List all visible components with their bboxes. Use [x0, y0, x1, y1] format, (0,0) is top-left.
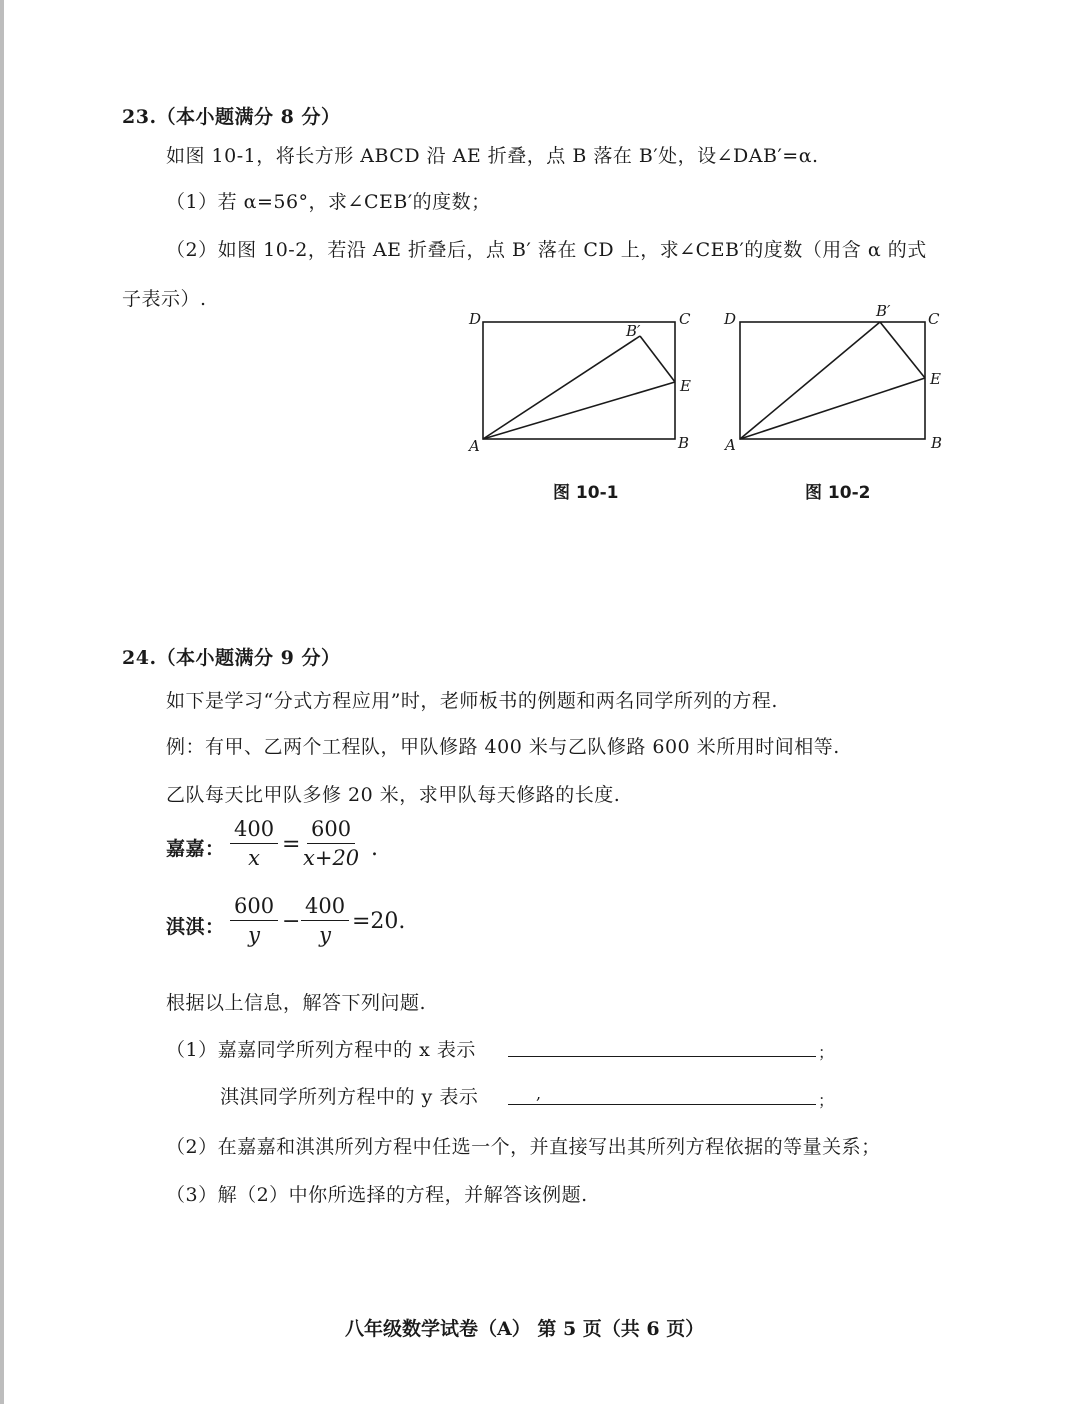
- numerator: 400: [301, 894, 349, 921]
- qiqi-right-fraction: [301, 894, 349, 947]
- qiqi-operator: −: [282, 909, 301, 934]
- label-a: A: [725, 436, 736, 454]
- qiqi-left-fraction: [230, 894, 278, 947]
- q23-header: 23.（本小题满分 8 分）: [122, 106, 341, 128]
- answer-blank-y[interactable]: [508, 1082, 816, 1105]
- label-d: D: [469, 310, 482, 328]
- q24-part1-a: （1）嘉嘉同学所列方程中的 x 表示: [166, 1039, 476, 1061]
- scan-edge: [0, 0, 4, 1404]
- numerator: 400: [230, 817, 278, 844]
- segment-ab-prime: [483, 336, 640, 439]
- rectangle-abcd: [483, 322, 675, 439]
- segment-ae: [740, 378, 925, 439]
- figure-10-1-caption: 图 10-1: [553, 483, 619, 503]
- label-d: D: [724, 310, 737, 328]
- q24-example-line2: 乙队每天比甲队多修 20 米，求甲队每天修路的长度.: [166, 784, 621, 806]
- q24-part3: （3）解（2）中你所选择的方程，并解答该例题.: [166, 1184, 588, 1206]
- segment-ae: [483, 382, 675, 439]
- jiajia-right-fraction: [303, 817, 359, 870]
- page-footer: 八年级数学试卷（A） 第 5 页（共 6 页）: [345, 1318, 705, 1340]
- figure-10-1: [460, 300, 710, 460]
- label-b-prime: B′: [876, 302, 891, 320]
- q23-part2-line1: （2）如图 10-2，若沿 AE 折叠后，点 B′ 落在 CD 上，求∠CEB′的度数（用含 α 的式: [166, 239, 927, 261]
- q23-part1: （1）若 α=56°，求∠CEB′的度数；: [166, 191, 491, 213]
- q24-prompt: 根据以上信息，解答下列问题.: [166, 992, 427, 1014]
- qiqi-label: 淇淇：: [166, 916, 225, 938]
- jiajia-end: .: [371, 836, 378, 861]
- jiajia-operator: =: [282, 832, 301, 857]
- qiqi-end: =20.: [352, 909, 406, 934]
- jiajia-label: 嘉嘉：: [166, 838, 225, 860]
- blank-x-end: ；: [818, 1043, 835, 1062]
- segment-b-prime-e: [640, 336, 675, 382]
- denominator: x: [248, 846, 260, 870]
- blank-y-mark: ,: [536, 1084, 542, 1103]
- denominator: y: [319, 923, 331, 947]
- denominator: x+20: [303, 846, 360, 870]
- rectangle-abcd: [740, 322, 925, 439]
- q23-intro: 如图 10-1，将长方形 ABCD 沿 AE 折叠，点 B 落在 B′处，设∠DAB′=α.: [166, 145, 819, 167]
- label-b: B: [678, 434, 690, 452]
- numerator: 600: [307, 817, 355, 844]
- q24-header: 24.（本小题满分 9 分）: [122, 647, 341, 669]
- answer-blank-x[interactable]: [508, 1034, 816, 1057]
- segment-b-prime-e: [880, 322, 925, 378]
- label-b-prime: B′: [626, 322, 641, 340]
- label-e: E: [930, 370, 941, 388]
- q24-part2: （2）在嘉嘉和淇淇所列方程中任选一个，并直接写出其所列方程依据的等量关系；: [166, 1136, 881, 1158]
- q24-part1-b: 淇淇同学所列方程中的 y 表示: [220, 1086, 479, 1108]
- denominator: y: [248, 923, 260, 947]
- label-b: B: [931, 434, 943, 452]
- figure-10-2-caption: 图 10-2: [805, 483, 871, 503]
- q23-part2-line2: 子表示）.: [122, 288, 207, 310]
- label-e: E: [680, 377, 691, 395]
- label-a: A: [469, 437, 480, 455]
- label-c: C: [928, 310, 940, 328]
- figure-10-2: [715, 300, 955, 460]
- blank-y-end: ；: [818, 1091, 835, 1110]
- numerator: 600: [230, 894, 278, 921]
- label-c: C: [679, 310, 691, 328]
- q24-intro: 如下是学习“分式方程应用”时，老师板书的例题和两名同学所列的方程.: [166, 690, 778, 712]
- jiajia-left-fraction: [230, 817, 278, 870]
- q24-example-line1: 例：有甲、乙两个工程队，甲队修路 400 米与乙队修路 600 米所用时间相等.: [166, 736, 840, 758]
- segment-ab-prime: [740, 322, 880, 439]
